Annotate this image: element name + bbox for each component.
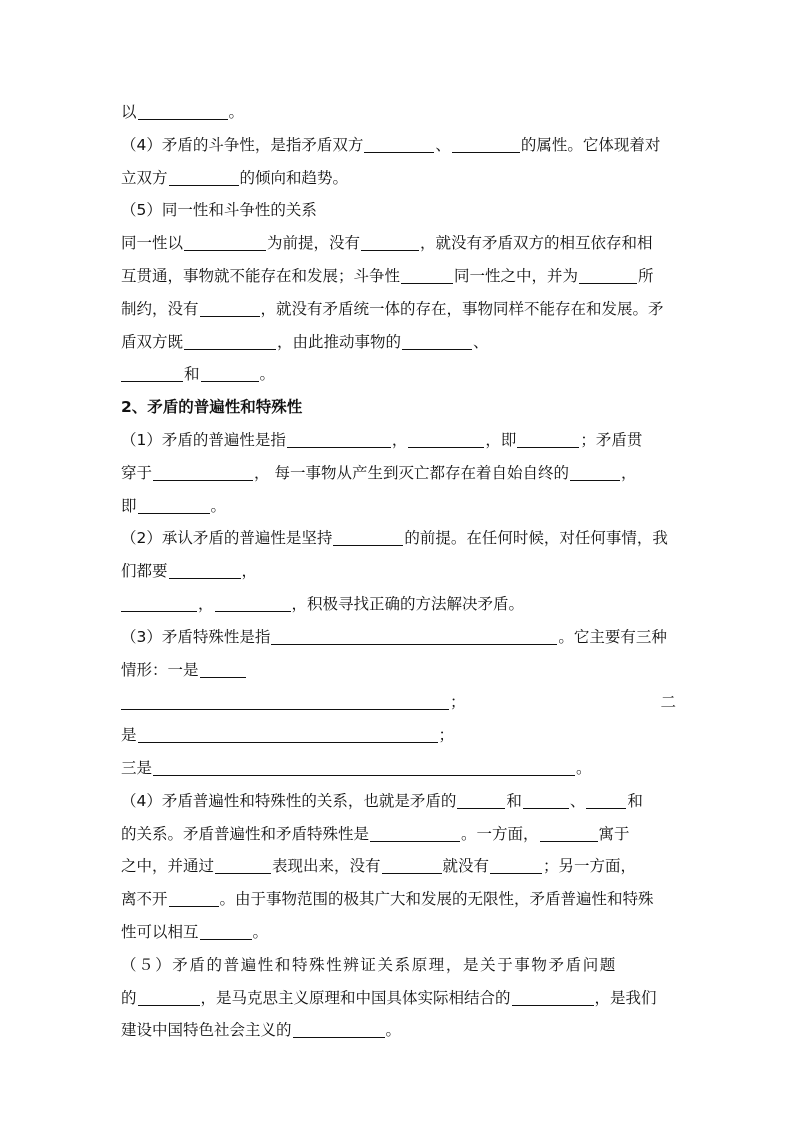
text: 制约，没有 xyxy=(121,299,199,318)
text: 和 xyxy=(506,791,522,810)
text: 。 xyxy=(259,365,276,384)
text-line xyxy=(121,686,676,719)
text: 、 xyxy=(435,135,451,154)
text: ， xyxy=(198,594,214,613)
text-line xyxy=(121,96,676,129)
text-line xyxy=(121,883,676,916)
text: 穿于 xyxy=(121,463,153,482)
text: （2）承认矛盾的普遍性是坚持 xyxy=(121,529,333,548)
text: ，就没有矛盾双方的相互依存和相 xyxy=(420,234,653,253)
text: 以 xyxy=(121,103,137,121)
text: 所 xyxy=(638,266,654,285)
text-line xyxy=(121,260,676,293)
text-line xyxy=(121,916,676,949)
worksheet-page xyxy=(121,96,676,1047)
text-line xyxy=(121,162,676,195)
text: ， xyxy=(391,430,408,449)
fill-blank[interactable] xyxy=(401,265,453,284)
text: ；矛盾贯 xyxy=(580,430,643,449)
text: 二 xyxy=(660,693,676,712)
fill-blank[interactable] xyxy=(138,495,210,514)
text: （1）矛盾的普遍性是指 xyxy=(121,430,286,449)
fill-blank[interactable] xyxy=(215,593,291,612)
text: 离不开 xyxy=(121,890,168,909)
text: 和 xyxy=(184,365,200,384)
text-line xyxy=(121,490,676,523)
text-line xyxy=(121,818,676,851)
fill-blank[interactable] xyxy=(153,462,253,481)
text: 互贯通，事物就不能存在和发展；斗争性 xyxy=(121,266,401,285)
fill-blank[interactable] xyxy=(138,101,228,120)
fill-blank[interactable] xyxy=(402,331,472,350)
fill-blank[interactable] xyxy=(200,659,246,678)
fill-blank[interactable] xyxy=(200,921,252,940)
text-line xyxy=(121,785,676,818)
text: ，就没有矛盾统一体的存在，事物同样不能存在和发展。矛 xyxy=(260,299,664,318)
text: ， xyxy=(620,463,637,482)
text-line xyxy=(121,227,676,260)
text: 。 xyxy=(252,922,269,941)
section-heading xyxy=(121,391,676,424)
text: 的属性。它体现着对 xyxy=(520,135,661,154)
fill-blank[interactable] xyxy=(490,855,542,874)
text: 、 xyxy=(569,791,586,810)
text: 建设中国特色社会主义的 xyxy=(121,1021,292,1040)
text: 。 xyxy=(576,758,592,777)
text: 性可以相互 xyxy=(121,922,199,941)
text-line xyxy=(121,982,676,1015)
fill-blank[interactable] xyxy=(457,790,505,809)
fill-blank[interactable] xyxy=(370,823,460,842)
text: 的关系。矛盾普遍性和矛盾特殊性是 xyxy=(121,824,370,843)
text-line xyxy=(121,424,676,457)
fill-blank[interactable] xyxy=(121,593,197,612)
text-line xyxy=(121,326,676,359)
fill-blank[interactable] xyxy=(452,134,520,153)
text: 为前提，没有 xyxy=(267,234,361,253)
text: 同一性以 xyxy=(121,234,184,253)
text: 的倾向和趋势。 xyxy=(239,168,349,187)
text: 和 xyxy=(627,791,643,810)
text: 。 xyxy=(228,103,245,121)
fill-blank[interactable] xyxy=(287,429,391,448)
text: 。由于事物范围的极其广大和发展的无限性，矛盾普遍性和特殊 xyxy=(219,890,654,909)
fill-blank[interactable] xyxy=(138,987,200,1006)
text: 。它主要有三种 xyxy=(558,627,667,646)
text-line xyxy=(121,457,676,490)
text: 。一方面， xyxy=(461,824,539,843)
text: 即 xyxy=(121,496,137,515)
text: 三是 xyxy=(121,758,153,777)
text-line xyxy=(121,293,676,326)
fill-blank[interactable] xyxy=(364,134,434,153)
fill-blank[interactable] xyxy=(271,626,557,645)
text-line xyxy=(121,1014,676,1047)
text-line xyxy=(121,358,676,391)
text: （4）矛盾的斗争性，是指矛盾双方 xyxy=(121,135,364,154)
text: （５）矛盾的普遍性和特殊性辨证关系原理，是关于事物矛盾问题 xyxy=(121,955,617,974)
fill-blank[interactable] xyxy=(293,1019,385,1038)
text: ，是我们 xyxy=(594,988,657,1007)
text-line xyxy=(121,850,676,883)
fill-blank[interactable] xyxy=(361,232,419,251)
text: （4）矛盾普遍性和特殊性的关系，也就是矛盾的 xyxy=(121,791,457,810)
fill-blank[interactable] xyxy=(382,855,442,874)
fill-blank[interactable] xyxy=(333,527,403,546)
text: ， 每一事物从产生到灭亡都存在着自始自终的 xyxy=(254,463,569,482)
text: 的 xyxy=(121,988,137,1007)
fill-blank[interactable] xyxy=(579,265,637,284)
text: 寓于 xyxy=(598,824,630,843)
text: 。 xyxy=(210,496,227,515)
text: ，积极寻找正确的方法解决矛盾。 xyxy=(291,594,525,613)
text: ，由此推动事物的 xyxy=(277,332,402,351)
text: 盾双方既 xyxy=(121,332,184,351)
fill-blank[interactable] xyxy=(169,560,241,579)
text: （5）同一性和斗争性的关系 xyxy=(121,201,317,220)
text-line xyxy=(121,588,676,621)
fill-blank[interactable] xyxy=(138,724,438,743)
fill-blank[interactable] xyxy=(121,691,449,710)
fill-blank[interactable] xyxy=(586,790,626,809)
text: ；另一方面， xyxy=(543,857,637,876)
fill-blank[interactable] xyxy=(153,757,575,776)
fill-blank[interactable] xyxy=(184,232,266,251)
text: ，是马克思主义原理和中国具体实际相结合的 xyxy=(200,988,511,1007)
fill-blank[interactable] xyxy=(201,363,259,382)
text-line xyxy=(121,555,676,588)
text-line xyxy=(121,654,676,687)
heading-text: 2、矛盾的普遍性和特殊性 xyxy=(121,398,303,417)
text: ，即 xyxy=(485,430,517,449)
text: 情形：一是 xyxy=(121,660,199,679)
fill-blank[interactable] xyxy=(570,462,620,481)
text-line xyxy=(121,949,676,982)
fill-blank[interactable] xyxy=(184,331,276,350)
text: ， xyxy=(241,562,258,581)
text: 、 xyxy=(473,332,489,351)
text: 是 xyxy=(121,726,137,745)
text: ； xyxy=(438,726,455,745)
text: （3）矛盾特殊性是指 xyxy=(121,627,271,646)
text: 的前提。在任何时候，对任何事情，我 xyxy=(404,529,668,548)
text: 就没有 xyxy=(442,857,490,876)
fill-blank[interactable] xyxy=(512,987,594,1006)
fill-blank[interactable] xyxy=(215,855,271,874)
fill-blank[interactable] xyxy=(517,429,579,448)
text-line xyxy=(121,752,676,785)
text-line xyxy=(121,194,676,227)
fill-blank[interactable] xyxy=(121,363,183,382)
text: ； xyxy=(450,693,466,712)
fill-blank[interactable] xyxy=(169,167,239,186)
fill-blank[interactable] xyxy=(200,298,260,317)
fill-blank[interactable] xyxy=(169,888,219,907)
text-line xyxy=(121,719,676,752)
text: 们都要 xyxy=(121,562,168,581)
text: 同一性之中，并为 xyxy=(454,266,579,285)
text: 立双方 xyxy=(121,168,168,187)
text-line xyxy=(121,522,676,555)
text: 表现出来，没有 xyxy=(272,857,381,876)
text-line xyxy=(121,621,676,654)
fill-blank[interactable] xyxy=(408,429,484,448)
text: 。 xyxy=(385,1021,402,1040)
text: 之中，并通过 xyxy=(121,857,215,876)
text-line xyxy=(121,129,676,162)
fill-blank[interactable] xyxy=(540,823,598,842)
fill-blank[interactable] xyxy=(523,790,569,809)
